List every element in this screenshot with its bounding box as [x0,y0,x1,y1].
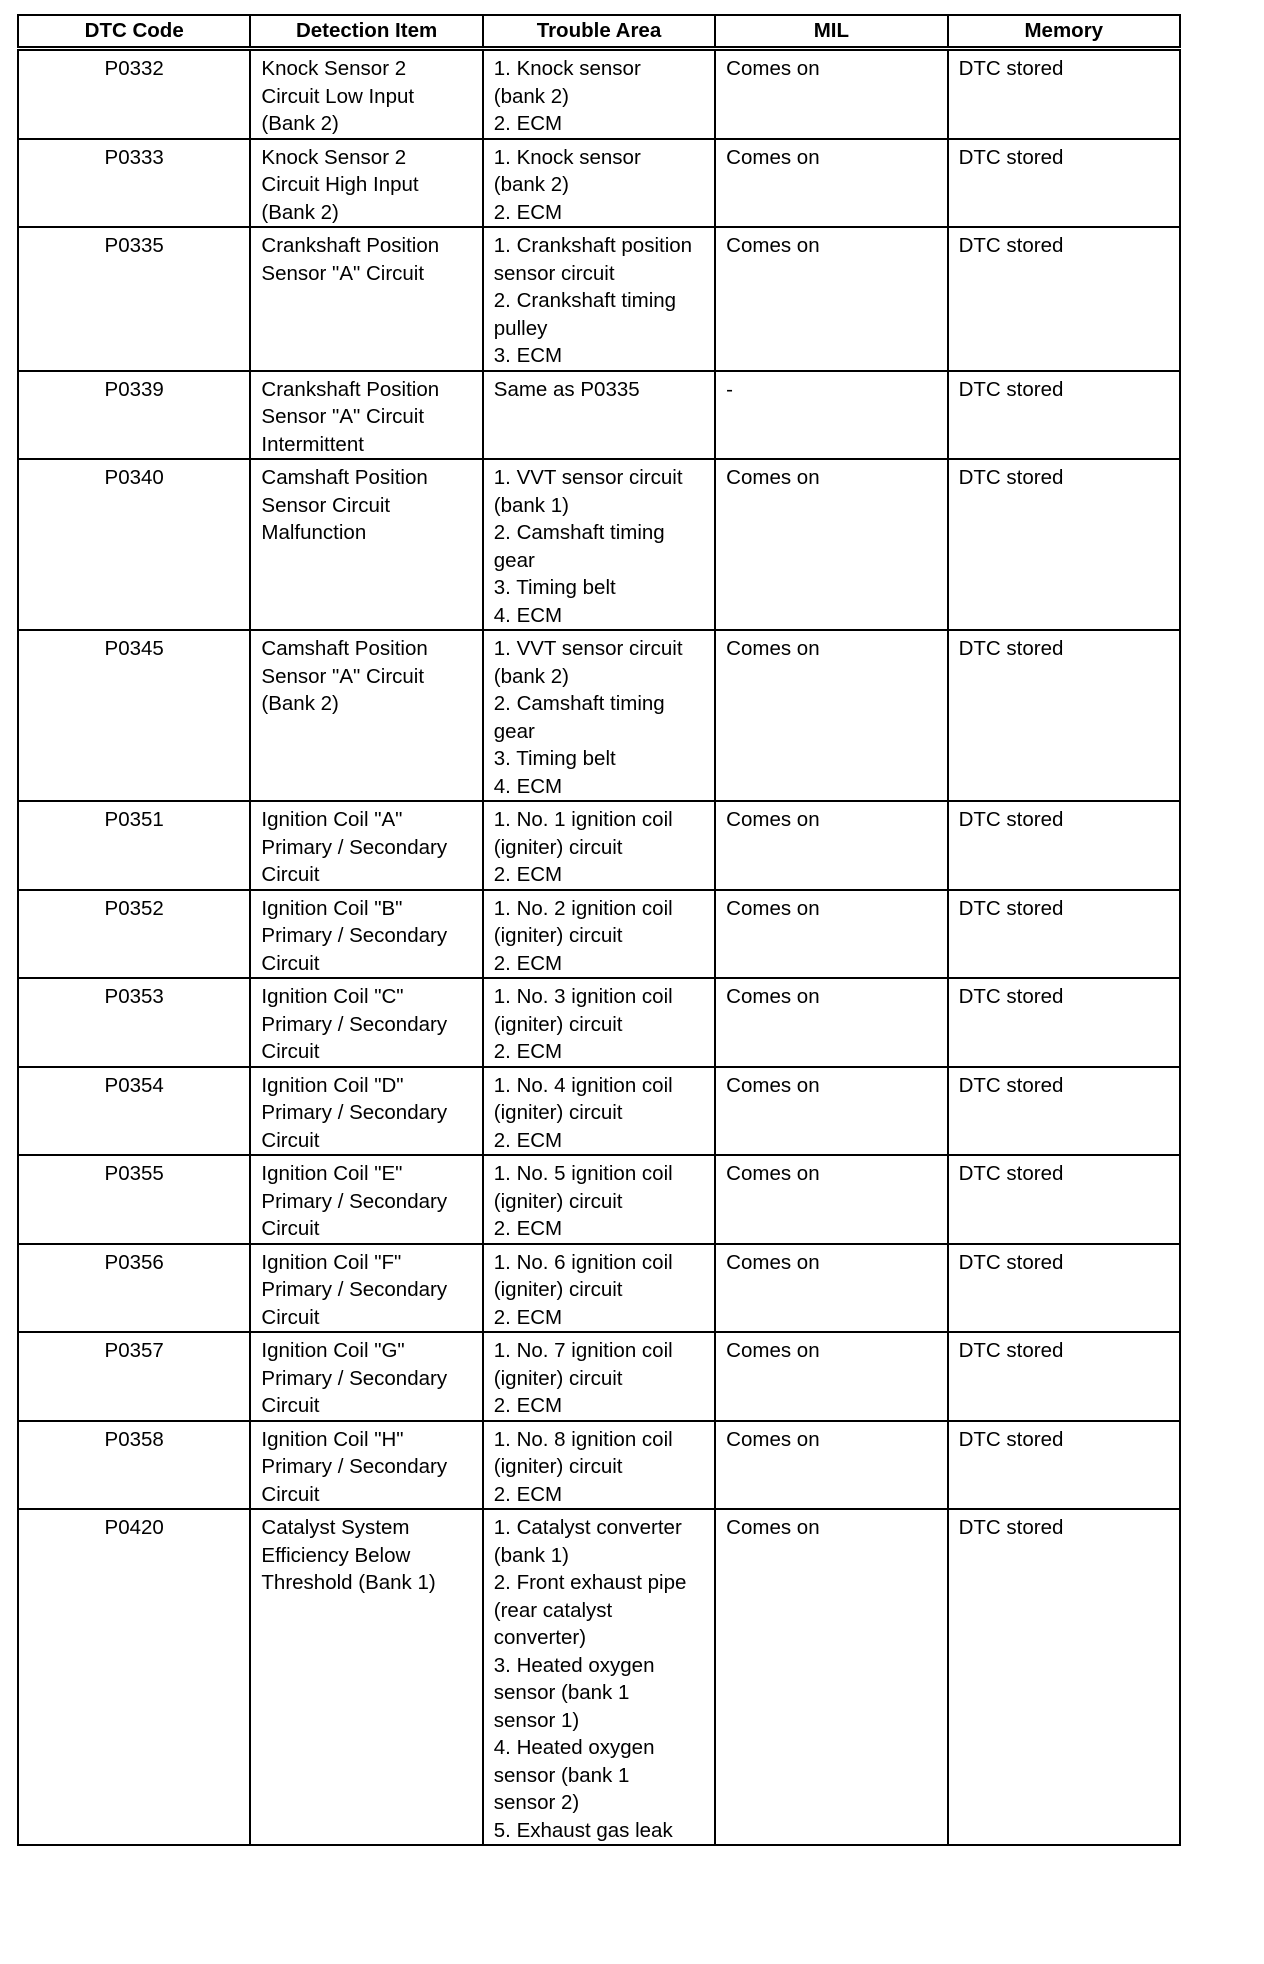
detection-item-line: Sensor "A" Circuit [261,664,425,688]
trouble-area-line: 2. ECM [493,951,563,975]
dtc-code-cell: P0351 [18,801,250,890]
header-memory: Memory [948,15,1180,49]
dtc-code-cell: P0357 [18,1332,250,1421]
trouble-area-line: 1. Catalyst converter [493,1516,682,1539]
detection-item-cell [250,139,482,228]
dtc-code-cell: P0355 [18,1155,250,1244]
trouble-area-line: (bank 1) [493,493,569,517]
table-row [18,459,1180,630]
trouble-area-line: 2. ECM [493,1305,563,1329]
table-header [18,15,1180,49]
trouble-area-cell [483,371,715,460]
trouble-area-line: 1. VVT sensor circuit [493,466,683,489]
table-row [18,890,1180,979]
table-row [18,1067,1180,1156]
trouble-area-line: (igniter) circuit [493,1366,623,1390]
detection-item-line: Camshaft Position [261,637,428,660]
detection-item-cell [250,978,482,1067]
detection-item-line: Catalyst System [261,1516,410,1539]
trouble-area-line: 2. Front exhaust pipe [493,1571,687,1594]
detection-item-line: Circuit [261,863,320,886]
header-detection-item: Detection Item [250,15,482,49]
memory-cell: DTC stored [948,978,1180,1067]
table-row [18,1509,1180,1845]
detection-item-line: Primary / Secondary [261,1278,448,1301]
detection-item-cell [250,1244,482,1333]
mil-cell: - [715,371,947,460]
dtc-code-cell: P0332 [18,49,250,139]
table-row [18,978,1180,1067]
detection-item-line: Circuit [261,1482,320,1506]
detection-item-line: Circuit Low Input [261,84,415,108]
table-row [18,1332,1180,1421]
trouble-area-cell [483,801,715,890]
mil-cell: Comes on [715,630,947,801]
trouble-area-line: sensor 1) [493,1708,580,1732]
trouble-area-cell [483,49,715,139]
trouble-area-cell [483,1155,715,1244]
trouble-area-cell [483,1332,715,1421]
mil-cell: Comes on [715,1332,947,1421]
table-row [18,1244,1180,1333]
trouble-area-line: (bank 2) [493,84,569,108]
table-row [18,227,1180,371]
detection-item-line: Ignition Coil "A" [261,808,403,831]
trouble-area-line: 2. ECM [493,200,563,224]
trouble-area-line: 3. ECM [493,344,563,367]
trouble-area-line: 1. No. 3 ignition coil [493,985,673,1008]
trouble-area-line: 1. Knock sensor [493,145,641,169]
trouble-area-line: 2. Camshaft timing [493,521,665,544]
detection-item-line: Ignition Coil "H" [261,1427,404,1451]
mil-cell: Comes on [715,1509,947,1845]
table-row [18,139,1180,228]
memory-cell: DTC stored [948,1067,1180,1156]
trouble-area-cell [483,459,715,630]
detection-item-line: Malfunction [261,521,367,544]
trouble-area-line: 3. Heated oxygen [493,1653,655,1677]
trouble-area-line: (igniter) circuit [493,1278,623,1301]
memory-cell: DTC stored [948,1509,1180,1845]
mil-cell: Comes on [715,49,947,139]
trouble-area-line: 1. VVT sensor circuit [493,637,683,660]
trouble-area-line: converter) [493,1626,587,1649]
trouble-area-line: (igniter) circuit [493,1189,623,1213]
dtc-code-cell: P0352 [18,890,250,979]
mil-cell: Comes on [715,1244,947,1333]
dtc-code-cell: P0358 [18,1421,250,1510]
trouble-area-line: 2. ECM [493,1482,563,1506]
trouble-area-line: sensor (bank 1 [493,1763,630,1787]
detection-item-line: Ignition Coil "E" [261,1162,403,1185]
dtc-code-cell: P0340 [18,459,250,630]
trouble-area-line: sensor 2) [493,1791,580,1814]
mil-cell: Comes on [715,1421,947,1510]
detection-item-cell [250,1067,482,1156]
trouble-area-cell [483,1244,715,1333]
detection-item-cell [250,371,482,460]
trouble-area-line: 3. Timing belt [493,747,616,770]
table-row [18,49,1180,139]
table-row [18,1155,1180,1244]
mil-cell: Comes on [715,459,947,630]
trouble-area-line: sensor (bank 1 [493,1681,630,1704]
trouble-area-cell [483,978,715,1067]
trouble-area-line: 3. Timing belt [493,576,616,599]
memory-cell: DTC stored [948,459,1180,630]
trouble-area-line: 1. No. 5 ignition coil [493,1162,673,1185]
trouble-area-cell [483,1421,715,1510]
detection-item-line: Circuit [261,1394,320,1417]
trouble-area-cell [483,890,715,979]
memory-cell: DTC stored [948,630,1180,801]
detection-item-line: Ignition Coil "F" [261,1250,402,1274]
trouble-area-line: gear [493,719,535,743]
mil-cell: Comes on [715,978,947,1067]
memory-cell: DTC stored [948,227,1180,371]
table-row [18,1421,1180,1510]
trouble-area-cell [483,227,715,371]
header-trouble-area: Trouble Area [483,15,715,49]
trouble-area-line: pulley [493,316,548,340]
trouble-area-line: gear [493,548,535,572]
detection-item-line: Primary / Secondary [261,1012,448,1036]
memory-cell: DTC stored [948,1332,1180,1421]
detection-item-line: (Bank 2) [261,200,339,224]
detection-item-line: Ignition Coil "G" [261,1339,405,1362]
trouble-area-line: 1. No. 7 ignition coil [493,1339,673,1362]
detection-item-cell [250,1509,482,1845]
detection-item-line: Threshold (Bank 1) [261,1571,436,1594]
trouble-area-line: 1. No. 1 ignition coil [493,808,673,831]
trouble-area-line: 2. ECM [493,1217,563,1240]
table-row [18,371,1180,460]
trouble-area-line: (rear catalyst [493,1598,613,1622]
detection-item-line: Camshaft Position [261,466,428,489]
detection-item-line: Circuit [261,1305,320,1329]
detection-item-line: Circuit [261,1040,320,1063]
detection-item-line: Primary / Secondary [261,924,448,947]
detection-item-line: Sensor Circuit [261,493,391,517]
trouble-area-line: 4. ECM [493,603,563,627]
detection-item-line: Circuit [261,951,320,975]
detection-item-line: Efficiency Below [261,1543,411,1567]
dtc-code-cell: P0354 [18,1067,250,1156]
trouble-area-line: 5. Exhaust gas leak [493,1818,673,1842]
detection-item-line: Primary / Secondary [261,1455,448,1478]
detection-item-line: Primary / Secondary [261,835,448,859]
trouble-area-line: (igniter) circuit [493,924,623,947]
trouble-area-line: (bank 2) [493,664,569,688]
trouble-area-line: 2. ECM [493,1040,563,1063]
detection-item-cell [250,227,482,371]
detection-item-line: Ignition Coil "D" [261,1073,404,1097]
trouble-area-line: 4. Heated oxygen [493,1736,655,1759]
detection-item-cell [250,49,482,139]
detection-item-line: Crankshaft Position [261,234,440,257]
memory-cell: DTC stored [948,890,1180,979]
trouble-area-line: 1. Knock sensor [493,57,641,80]
header-dtc-code: DTC Code [18,15,250,49]
detection-item-line: (Bank 2) [261,112,339,135]
trouble-area-line: 1. No. 8 ignition coil [493,1427,673,1451]
mil-cell: Comes on [715,1155,947,1244]
detection-item-cell [250,801,482,890]
detection-item-line: Ignition Coil "C" [261,985,404,1008]
trouble-area-line: (bank 2) [493,173,569,196]
detection-item-line: Crankshaft Position [261,377,440,401]
trouble-area-line: (igniter) circuit [493,1455,623,1478]
header-row [18,15,1180,49]
detection-item-line: Primary / Secondary [261,1366,448,1390]
trouble-area-line: (bank 1) [493,1543,569,1567]
mil-cell: Comes on [715,139,947,228]
table-body [18,49,1180,1846]
memory-cell: DTC stored [948,139,1180,228]
dtc-code-cell: P0335 [18,227,250,371]
trouble-area-line: 4. ECM [493,774,563,798]
trouble-area-cell [483,139,715,228]
detection-item-line: Sensor "A" Circuit [261,405,425,428]
detection-item-cell [250,1421,482,1510]
detection-item-cell [250,1155,482,1244]
trouble-area-cell [483,1509,715,1845]
trouble-area-line: 2. ECM [493,112,563,135]
mil-cell: Comes on [715,1067,947,1156]
dtc-code-cell: P0339 [18,371,250,460]
detection-item-line: Knock Sensor 2 [261,57,407,80]
trouble-area-line: (igniter) circuit [493,1012,623,1036]
detection-item-cell [250,1332,482,1421]
trouble-area-line: Same as P0335 [493,377,640,401]
memory-cell: DTC stored [948,1421,1180,1510]
detection-item-line: Intermittent [261,432,364,456]
trouble-area-cell [483,1067,715,1156]
detection-item-line: Primary / Secondary [261,1189,448,1213]
memory-cell: DTC stored [948,49,1180,139]
trouble-area-line: 1. No. 2 ignition coil [493,896,673,920]
dtc-code-cell: P0333 [18,139,250,228]
dtc-code-cell: P0345 [18,630,250,801]
trouble-area-cell [483,630,715,801]
detection-item-cell [250,630,482,801]
mil-cell: Comes on [715,227,947,371]
trouble-area-line: 1. No. 6 ignition coil [493,1250,673,1274]
trouble-area-line: (igniter) circuit [493,835,623,859]
dtc-table [17,14,1181,1846]
dtc-code-cell: P0420 [18,1509,250,1845]
trouble-area-line: (igniter) circuit [493,1101,623,1124]
dtc-code-cell: P0353 [18,978,250,1067]
header-mil: MIL [715,15,947,49]
detection-item-line: Sensor "A" Circuit [261,261,425,285]
detection-item-line: Circuit [261,1128,320,1152]
trouble-area-line: 2. ECM [493,1394,563,1417]
trouble-area-line: 2. ECM [493,863,563,886]
trouble-area-line: 2. Crankshaft timing [493,289,677,312]
table-row [18,801,1180,890]
detection-item-line: Knock Sensor 2 [261,145,407,169]
table-row [18,630,1180,801]
detection-item-line: Circuit [261,1217,320,1240]
detection-item-line: Ignition Coil "B" [261,896,403,920]
detection-item-cell [250,890,482,979]
memory-cell: DTC stored [948,801,1180,890]
detection-item-line: Primary / Secondary [261,1101,448,1124]
detection-item-line: (Bank 2) [261,692,339,715]
trouble-area-line: 2. ECM [493,1128,563,1152]
memory-cell: DTC stored [948,1155,1180,1244]
trouble-area-line: 1. No. 4 ignition coil [493,1073,673,1097]
trouble-area-line: 2. Camshaft timing [493,692,665,715]
dtc-code-cell: P0356 [18,1244,250,1333]
mil-cell: Comes on [715,890,947,979]
memory-cell: DTC stored [948,371,1180,460]
detection-item-line: Circuit High Input [261,173,419,196]
detection-item-cell [250,459,482,630]
trouble-area-line: sensor circuit [493,261,615,285]
mil-cell: Comes on [715,801,947,890]
memory-cell: DTC stored [948,1244,1180,1333]
trouble-area-line: 1. Crankshaft position [493,234,693,257]
